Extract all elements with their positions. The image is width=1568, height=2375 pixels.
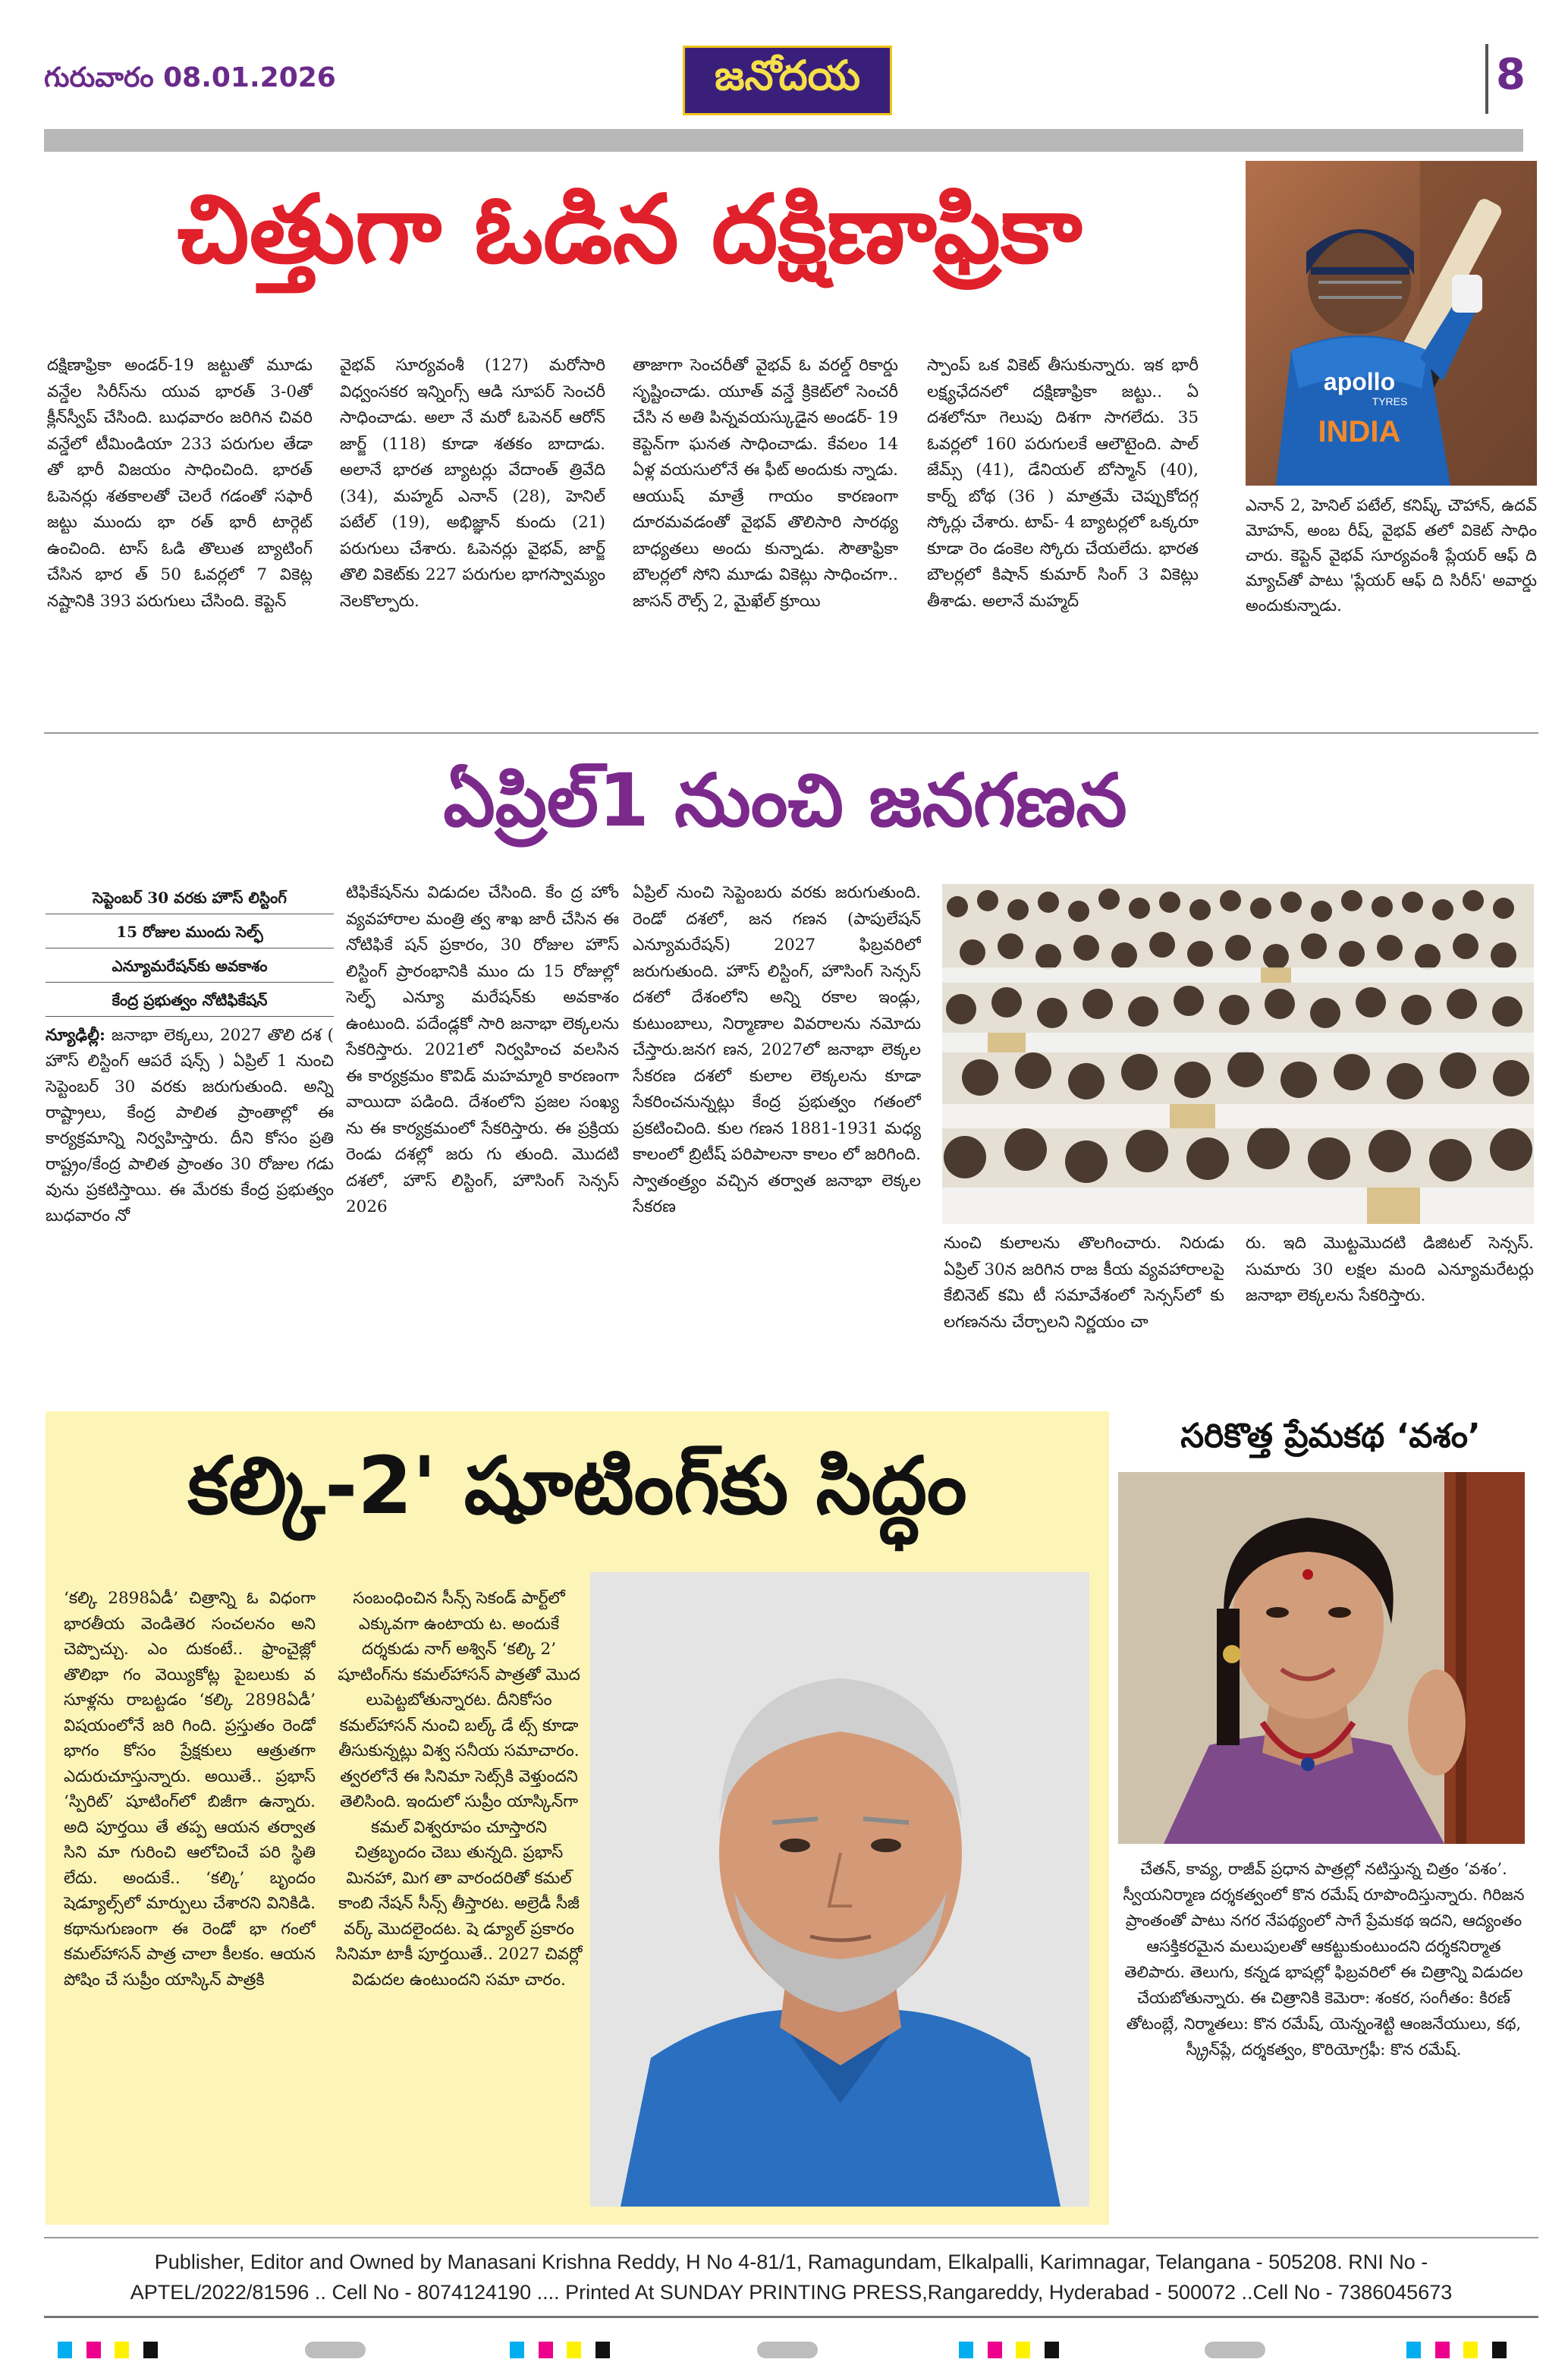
footer-line-2: APTEL/2022/81596 .. Cell No - 8074124190 .... Printed At SUNDAY PRINTING PRESS,Rangareddy, Hyderabad - 500072 ..Cell No - 7386045673 [130, 2281, 1453, 2304]
story2-under-photo-right [1246, 1231, 1534, 1383]
cricketer-illustration [1246, 161, 1537, 486]
story2-under-photo-left [944, 1231, 1224, 1383]
story2-col1-text: జనాభా లెక్కలు, 2027 తొలి దశ ( హౌస్ లిస్టింగ్ ఆపరే షన్స్ ) ఏప్రిల్ 1 నుంచి సెప్టెంబర్ 30 వరకు జరుగుతుంది. అన్ని రాష్ట్రాలు, కేంద్ర పాలిత ప్రాంతాల్లో ఈ కార్యక్రమాన్ని నిర్వహిస్తారు. దీని కోసం ప్రతి రాష్ట్రం/కేంద్ర పాలిత ప్రాంతం 30 రోజుల గడు వును ప్రకటిస్తాయి. ఈ మేరకు కేంద్ర ప్రభుత్వం బుధవారం నో [46, 1026, 334, 1225]
header-bar [44, 129, 1523, 152]
story3-col2-text: సంబంధించిన సీన్స్ సెకండ్ పార్ట్‌లో ఎక్కువగా ఉంటాయ ట. అందుకే దర్శకుడు నాగ్ అశ్విన్ ‘కల్కి 2’ షూటింగ్‌ను కమల్‌హాసన్ పాత్రతో మొద లుపెట్టబోతున్నారట. దీనికోసం కమల్‌హాసన్ నుంచి బల్క్ డే ట్స్ కూడా తీసుకున్నట్లు విశ్వ సనీయ సమాచారం. త్వరలోనే ఈ సినిమా సెట్స్‌కి వెళ్తుందని తెలిసింది. ఇందులో సుప్రీం యాస్కిన్‌గా కమల్ విశ్వరూపం చూస్తారని చిత్రబృందం చెబు తున్నది. ప్రభాస్ మినహా, మిగ తా వారందరితో కమల్ కాంబి నేషన్ సీన్స్ తీస్తారట. అల్రెడీ సీజీ వర్క్ మొదలైందట. షె డ్యూల్ ప్రకారం సినిమా టాకీ పూర్తయితే.. 2027 చివర్లో విడుదల ఉంటుందని సమా చారం. [335, 1589, 583, 1990]
story1-col4-text: స్పాంప్ ఒక వికెట్ తీసుకున్నారు. ఇక భారీ లక్ష్యఛేదనలో దక్షిణాఫ్రికా జట్టు.. ఏ దశలోనూ గెలుపు దిశగా సాగలేదు. 35 ఓవర్లలో 160 పరుగులకే ఆలౌటైంది. పాల్ జేమ్స్ (41), డేనియల్ బోస్మాన్ (40), కార్న్ బోథ (36 ) మాత్రమే చెప్పుకోదగ్గ స్కోర్లు చేశారు. టాప్- 4 బ్యాటర్లలో ఒక్కరూ కూడా రెం డంకెల స్కోరు చేయలేదు. భారత బౌలర్లలో కిషాన్ కుమార్ సింగ్ 3 వికెట్లు తీశాడు. అలానే మహ్మద్ [927, 356, 1199, 611]
story3-column-2 [334, 1586, 584, 2216]
story2-column-3 [633, 880, 921, 1381]
cricketer-photo [1246, 161, 1537, 486]
actress-photo [1118, 1472, 1525, 1844]
crowd-photo [942, 884, 1534, 1224]
story1-column-4 [927, 353, 1199, 717]
story1-col1-text: దక్షిణాఫ్రికా అండర్-19 జట్టుతో మూడు వన్డేల సిరీస్‌ను యువ భారత్ 3-0తో క్లీన్‌స్వీప్ చేసింది. బుధవారం జరిగిన చివరి వన్డేలో టీమిండియా 233 పరుగుల తేడా తో భారీ విజయం సాధించింది. భారత్ ఓపెనర్లు శతకాలతో చెలరే గడంతో సఫారీ జట్టు ముందు భా రత్ భారీ టార్గెట్ ఉంచింది. టాస్ ఓడి తొలుత బ్యాటింగ్ చేసిన భార త్ 50 ఓవర్లలో 7 వికెట్ల నష్టానికి 393 పరుగులు చేసింది. కెప్టెన్ [47, 356, 313, 611]
actress-illustration [1118, 1472, 1525, 1844]
masthead-logo [683, 46, 892, 115]
story2-column-2 [346, 880, 619, 1381]
jersey-sponsor: apollo [1323, 368, 1396, 395]
story2-subhead-3: ఎన్యూమరేషన్‌కు అవకాశం [46, 948, 334, 983]
story2-column-1 [46, 880, 334, 1381]
page-date: గురువారం 08.01.2026 [44, 62, 336, 93]
story2-subhead-1: సెప్టెంబర్ 30 వరకు హౌస్ లిస్టింగ్ [46, 880, 334, 914]
story3-column-1 [64, 1586, 316, 2216]
page-number-divider [1485, 44, 1488, 114]
crowd-illustration [942, 884, 1534, 1224]
story2-under-left-text: నుంచి కులాలను తొలగించారు. నిరుడు ఏప్రిల్ 30న జరిగిన రాజ కీయ వ్యవహారాలపై కేబినెట్ కమి టీ సమావేశంలో సెన్సస్‌లో కు లగణనను చేర్చాలని నిర్ణయం చా [944, 1234, 1224, 1332]
story3-col1-text: ‘కల్కి 2898ఏడీ’ చిత్రాన్ని ఓ విధంగా భారతీయ వెండితెర సంచలనం అని చెప్పొచ్చు. ఎం దుకంటే.. ఫ్రాంచైజ్లో తొలిభా గం వెయ్యికోట్ల పైబలుకు వ సూళ్లను రాబట్టడం ‘కల్కి 2898ఏడీ’ విషయంలోనే జరి గింది. ప్రస్తుతం రెండో భాగం కోసం ప్రేక్షకులు ఆత్రుతగా ఎదురుచూస్తున్నారు. అయితే.. ప్రభాస్ ‘స్పిరిట్’ షూటింగ్‌లో బిజీగా ఉన్నారు. అది పూర్తయి తే తప్ప ఆయన తర్వాత సిని మా గురించి ఆలోచించే పరి స్థితి లేదు. అందుకే.. ‘కల్కి’ బృందం షెడ్యూల్స్‌లో మార్పులు చేశారని వినికిడి. కథానుగుణంగా ఈ రెండో భా గంలో కమల్‌హాసన్ పాత్ర చాలా కీలకం. ఆయన పోషిం చే సుప్రీం యాస్కిన్ పాత్రకి [64, 1589, 316, 1990]
story2-col3-text: ఏప్రిల్ నుంచి సెప్టెంబరు వరకు జరుగుతుంది. రెండో దశలో, జన గణన (పాపులేషన్ ఎన్యూమరేషన్) 2027 ఫిబ్రవరిలో జరుగుతుంది. హౌస్ లిస్టింగ్, హౌసింగ్ సెన్సస్ దశలో దేశంలోని అన్ని రకాల ఇండ్లు, కుటుంబాలు, నిర్మాణాల వివరాలను నమోదు చేస్తారు.జనగ ణన, 2027లో జనాభా లెక్కల సేకరణ దశలో కులాల లెక్కలను కూడా సేకరించనున్నట్లు కేంద్ర ప్రభుత్వం గతంలో ప్రకటించింది. కుల గణన 1881-1931 మధ్య కాలంలో బ్రిటీష్ పరిపాలనా కాలం లో జరిగింది. స్వాతంత్ర్యం వచ్చిన తర్వాత జనాభా లెక్కల సేకరణ [633, 883, 921, 1216]
story2-subhead-4: కేంద్ర ప్రభుత్వం నోటిఫికేషన్ [46, 983, 334, 1017]
story1-col2-text: వైభవ్ సూర్యవంశీ (127) మరోసారి విధ్వంసకర ఇన్నింగ్స్ ఆడి సూపర్ సెంచరీ సాధించాడు. అలా నే మరో ఓపెనర్ ఆరోన్ జార్జ్ (118) కూడా శతకం బాదాడు. అలానే భారత బ్యాటర్లు వేదాంత్ త్రివేది (34), మహ్మద్ ఎనాన్ (28), హెనిల్ పటేల్ (19), అభిజ్ఞాన్ కుందు (21) పరుగులు చేశారు. ఓపెనర్లు వైభవ్, జార్జ్ తొలి వికెట్‌కు 227 పరుగుల భాగస్వామ్యం నెలకొల్పారు. [340, 356, 605, 611]
story1-headline: చిత్తుగా ఓడిన దక్షిణాఫ్రికా [177, 175, 1083, 285]
story1-column-3 [633, 353, 898, 717]
story1-col3-text: తాజాగా సెంచరీతో వైభవ్ ఓ వరల్డ్ రికార్డు సృష్టించాడు. యూత్ వన్డే క్రికెట్‌లో సెంచరీ చేసి న అతి పిన్నవయస్కుడైన అండర్- 19 కెప్టెన్‌గా ఘనత సాధించాడు. కేవలం 14 ఏళ్ల వయసులోనే ఈ ఫీట్ అందుకు న్నాడు. ఆయుష్ మాత్రే గాయం కారణంగా దూరమవడంతో వైభవ్ తొలిసారి సారథ్య బాధ్యతలు అందు కున్నాడు. సౌతాఫ్రికా బౌలర్లలో సోని మూడు వికెట్లు సాధించగా.. జాసన్ రౌల్స్ 2, మైఖేల్ క్రూయి [633, 356, 898, 611]
story1-column-1 [47, 353, 313, 717]
jersey-tyres: TYRES [1372, 395, 1408, 407]
actor-photo [590, 1572, 1089, 2207]
masthead-title: జనోదయ [714, 51, 861, 99]
cricketer-caption: ఎనాన్ 2, హెనిల్ పటేల్, కనిష్క్ చౌహాన్, ఉదవ్ మోహన్, అంబ రీష్, వైభవ్ తలో వికెట్ సాధిం చారు. కెప్టెన్ వైభవ్ సూర్యవంశీ ప్లేయర్ ఆఫ్ ది మ్యాచ్‌తో పాటు 'ప్లేయర్ ఆఫ్ ది సిరీస్' అవార్డు అందుకున్నాడు. [1246, 496, 1537, 615]
footer-divider [44, 2237, 1538, 2238]
registration-marks-1 [58, 2342, 158, 2358]
actor-illustration [590, 1572, 1089, 2207]
registration-pill-1 [305, 2342, 366, 2358]
footer-bottom-rule [44, 2316, 1538, 2318]
registration-marks-2 [510, 2342, 610, 2358]
story3-headline: కల్కి-2' షూటింగ్‌కు సిద్ధం [187, 1439, 967, 1532]
story1-column-2 [340, 353, 605, 717]
registration-marks-3 [959, 2342, 1059, 2358]
story2-dateline: న్యూఢిల్లీ: [46, 1026, 105, 1045]
page-number: 8 [1496, 50, 1526, 99]
story2-headline: ఏప్రిల్1 నుంచి జనగణన [443, 758, 1127, 843]
story2-col2-text: టిఫికేషన్‌ను విడుదల చేసింది. కేం ద్ర హోం వ్యవహారాల మంత్రి త్వ శాఖ జారీ చేసిన ఈ నోటిఫికే షన్ ప్రకారం, 30 రోజుల హౌస్ లిస్టింగ్ ప్రారంభానికి ముం దు 15 రోజుల్లో సెల్ఫ్ ఎన్యూ మరేషన్‌కు అవకాశం ఉంటుంది. పదేండ్లకో సారి జనాభా లెక్కలను సేకరిస్తారు. 2021లో నిర్వహించ వలసిన ఈ కార్యక్రమం కొవిడ్ మహమ్మారి కారణంగా వాయిదా పడింది. దేశంలోని ప్రజల సంఖ్య ను ఈ కార్యక్రమంలో సేకరిస్తారు. ఈ ప్రక్రియ రెండు దశల్లో జరు గు తుంది. మొదటి దశలో, హౌస్ లిస్టింగ్, హౌసింగ్ సెన్సస్ 2026 [346, 883, 619, 1216]
story4-caption: చేతన్, కావ్య, రాజీవ్ ప్రధాన పాత్రల్లో నటిస్తున్న చిత్రం ‘వశం’. స్వీయనిర్మాణ దర్శకత్వంలో కొన రమేష్ రూపొందిస్తున్నారు. గిరిజన ప్రాంతంతో పాటు నగర నేపథ్యంలో సాగే ప్రేమకథ ఇదని, ఆద్యంతం ఆసక్తికరమైన మలుపులతో ఆకట్టుకుంటుందని దర్శకనిర్మాత తెలిపారు. తెలుగు, కన్నడ భాషల్లో ఫిబ్రవరిలో ఈ చిత్రాన్ని విడుదల చేయబోతున్నారు. ఈ చిత్రానికి కెమెరా: శంకర, సంగీతం: కిరణ్ తోటంబ్లే, నిర్మాతలు: కొన రమేష్, యెన్నంశెట్టి ఆంజనేయులు, కథ, స్క్రీన్‌ప్లే, దర్శకత్వం, కొరియోగ్రఫీ: కొన రమేష్. [1123, 1860, 1525, 2059]
registration-pill-2 [757, 2342, 818, 2358]
story2-under-right-text: రు. ఇది మొట్టమొదటి డిజిటల్ సెన్సస్. సుమారు 30 లక్షల మంది ఎన్యూమరేటర్లు జనాభా లెక్కలను సేకరిస్తారు. [1246, 1234, 1534, 1305]
jersey-country: INDIA [1318, 415, 1401, 448]
story2-subhead-2: 15 రోజుల ముందు సెల్ఫ్ [46, 914, 334, 948]
footer-line-1: Publisher, Editor and Owned by Manasani Krishna Reddy, H No 4-81/1, Ramagundam, Elkalpalli, Karimnagar, Telangana - 505208. RNI No - [154, 2251, 1428, 2273]
registration-marks-4 [1406, 2342, 1507, 2358]
registration-pill-3 [1205, 2342, 1265, 2358]
divider-story1 [44, 732, 1538, 734]
story4-headline: సరికొత్త ప్రేమకథ ‘వశం’ [1180, 1417, 1481, 1455]
